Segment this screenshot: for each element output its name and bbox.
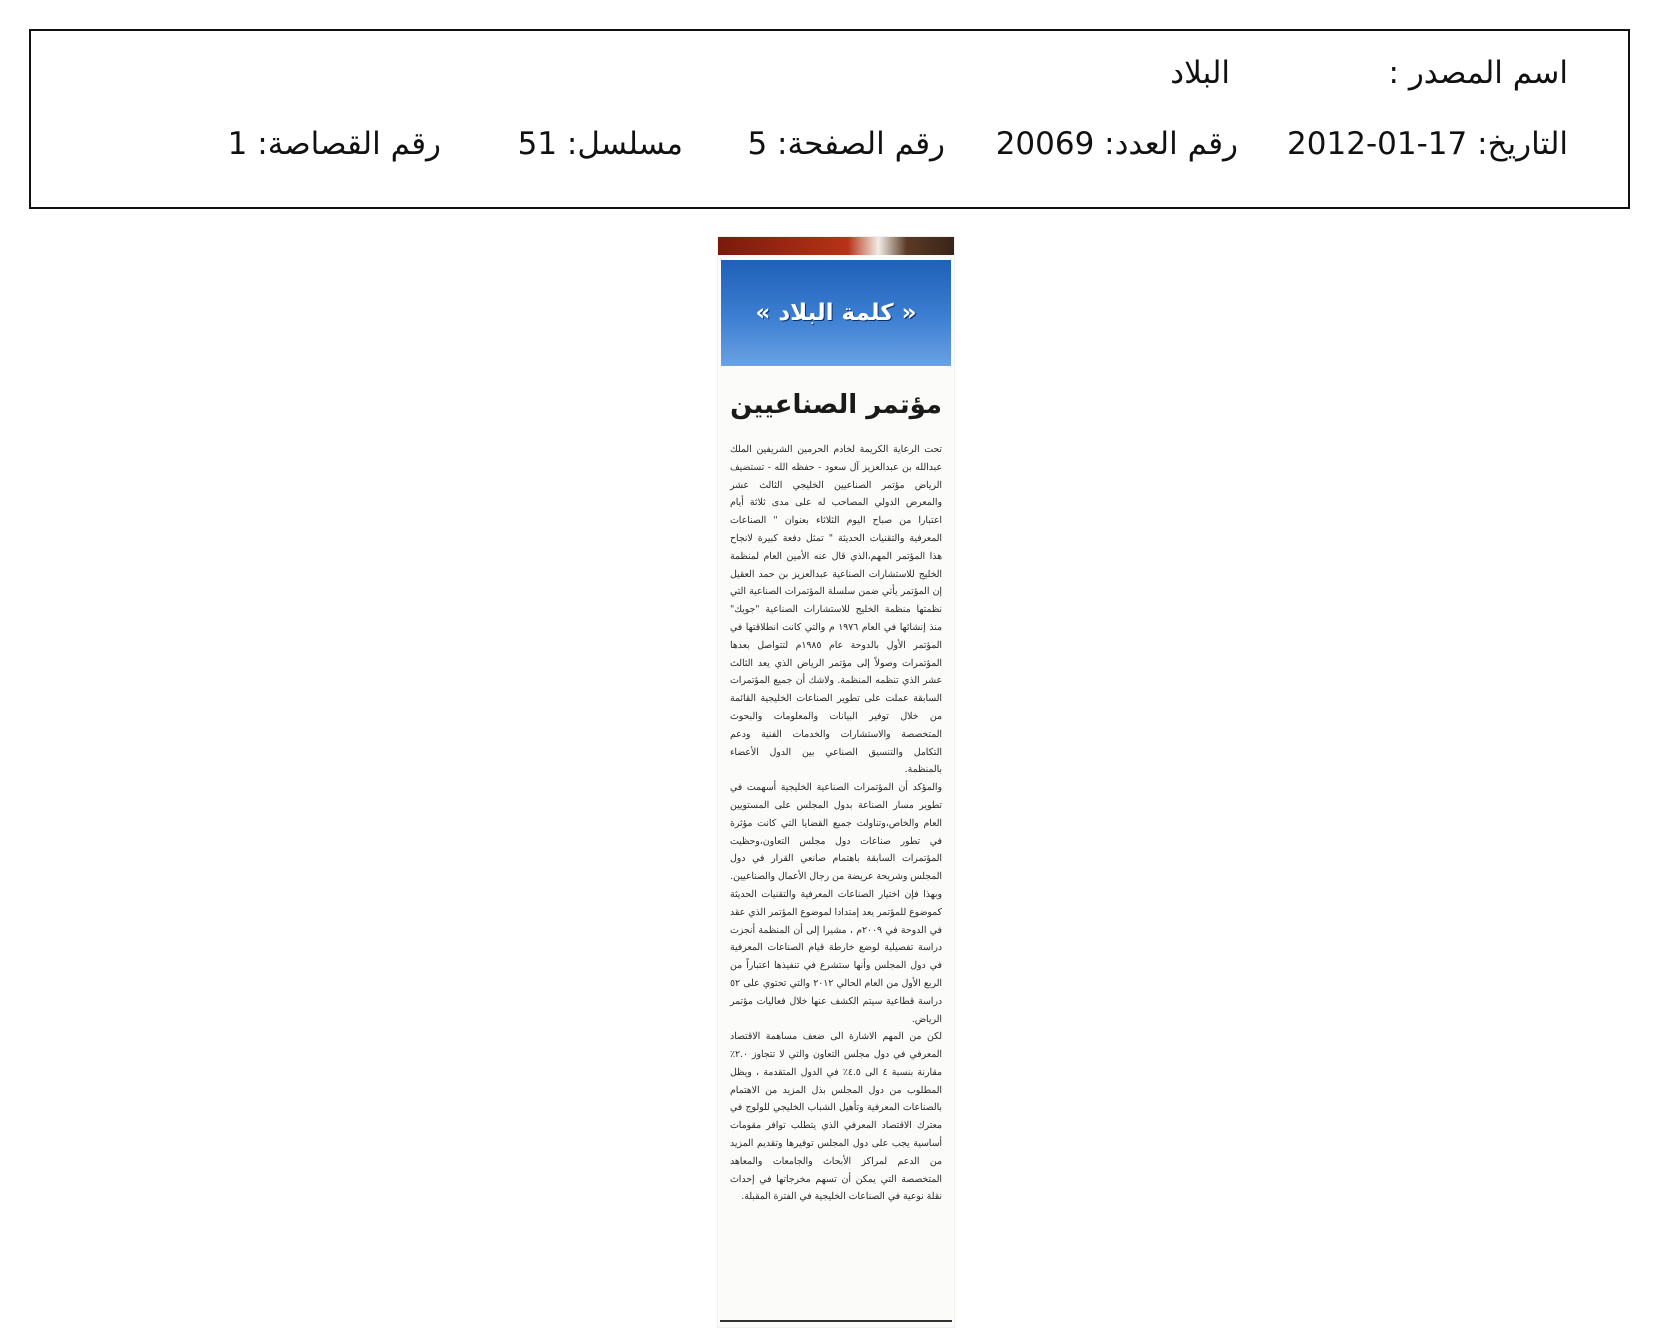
banner-title: « كلمة البلاد » — [755, 300, 917, 326]
article-paragraph-1: تحت الرعاية الكريمة لخادم الحرمين الشريفين الملك عبدالله بن عبدالعزيز آل سعود - حفظه الله - تستضيف الرياض مؤتمر الصناعيين الخليجي الثالث عشر والمعرض الدولي المصاحب له على مدى ثلاثة أيام اعتبارا من صباح اليوم الثلاثاء بعنوان " الصناعات المعرفية والتقنيات الحديثة " تمثل دفعة كبيرة لانجاح هذا المؤتمر المهم،الذي قال عنه الأمين العام لمنظمة الخليج للاستشارات الصناعية عبدالعزيز بن حمد العقيل إن المؤتمر يأتي ضمن سلسلة المؤتمرات الصناعية التي نظمتها منظمة الخليج للاستشارات الصناعية "جويك" منذ إنشائها في العام ١٩٧٦ م والتي كانت انطلاقتها في المؤتمر الأول بالدوحة عام ١٩٨٥م لتتواصل بعدها المؤتمرات وصولاً إلى مؤتمر الرياض الذي يعد الثالث عشر الذي تنظمه المنظمة. ولاشك أن جميع المؤتمرات السابقة عملت على تطوير الصناعات الخليجية القائمة من خلال توفير البيانات والمعلومات والبحوث المتخصصة والاستشارات والخدمات الفنية ودعم التكامل والتنسيق الصناعي بين الدول الأعضاء بالمنظمة. — [730, 444, 942, 776]
article-body — [730, 441, 942, 1206]
clip-number-field: رقم القصاصة: 1 — [227, 126, 441, 162]
article-paragraph-2: والمؤكد أن المؤتمرات الصناعية الخليجية أسهمت في تطوير مسار الصناعة بدول المجلس على المستويين العام والخاص،وتناولت جميع القضايا التي كانت مؤثرة في تطور صناعات دول مجلس التعاون،وحظيت المؤتمرات السابقة باهتمام صانعي القرار في دول المجلس وشريحة عريضة من رجال الأعمال والصناعيين. — [730, 782, 942, 883]
date-field: التاريخ: 17-01-2012 — [1287, 126, 1568, 162]
bottom-rule — [720, 1320, 952, 1322]
issue-number-field: رقم العدد: 20069 — [995, 126, 1238, 162]
article-paragraph-4: لكن من المهم الاشارة الى ضعف مساهمة الاقتصاد المعرفي في دول مجلس التعاون والتي لا تتجاوز ٢.٠٪ مقارنة بنسبة ٤ الى ٤.٥٪ في الدول المتقدمة ، ويظل المطلوب من دول المجلس بذل المزيد من الاهتمام بالصناعات المعرفية وتأهيل الشباب الخليجي للولوج في معترك الاقتصاد المعرفي الذي يتطلب توافر مقومات أساسية يجب على دول المجلس توفيرها وتقديم المزيد من الدعم لمراكز الأبحاث والجامعات والمعاهد المتخصصة التي يمكن أن تسهم مخرجاتها في إحداث نقلة نوعية في الصناعات الخليجية في الفترة المقبلة. — [730, 1031, 942, 1203]
source-label: اسم المصدر : — [1388, 55, 1568, 91]
article-headline: مؤتمر الصناعيين — [730, 390, 942, 420]
metadata-header-box — [29, 29, 1630, 209]
decorative-photo-strip — [718, 237, 954, 255]
source-value: البلاد — [1170, 55, 1230, 91]
newspaper-clipping — [718, 237, 954, 1327]
serial-field: مسلسل: 51 — [517, 126, 683, 162]
page-number-field: رقم الصفحة: 5 — [747, 126, 945, 162]
column-banner — [721, 260, 951, 366]
article-paragraph-3: وبهذا فإن اختيار الصناعات المعرفية والتقنيات الحديثة كموضوع للمؤتمر يعد إمتدادا لموضوع المؤتمر الذي عقد في الدوحة في ٢٠٠٩م ، مشيرا إلى أن المنظمة أنجزت دراسة تفصيلية لوضع خارطة قيام الصناعات المعرفية في دول المجلس وأنها ستشرع في تنفيذها اعتباراً من الربع الأول من العام الحالي ٢٠١٢ والتي تحتوي على ٥٢ دراسة قطاعية سيتم الكشف عنها خلال فعاليات مؤتمر الرياض. — [730, 888, 942, 1025]
